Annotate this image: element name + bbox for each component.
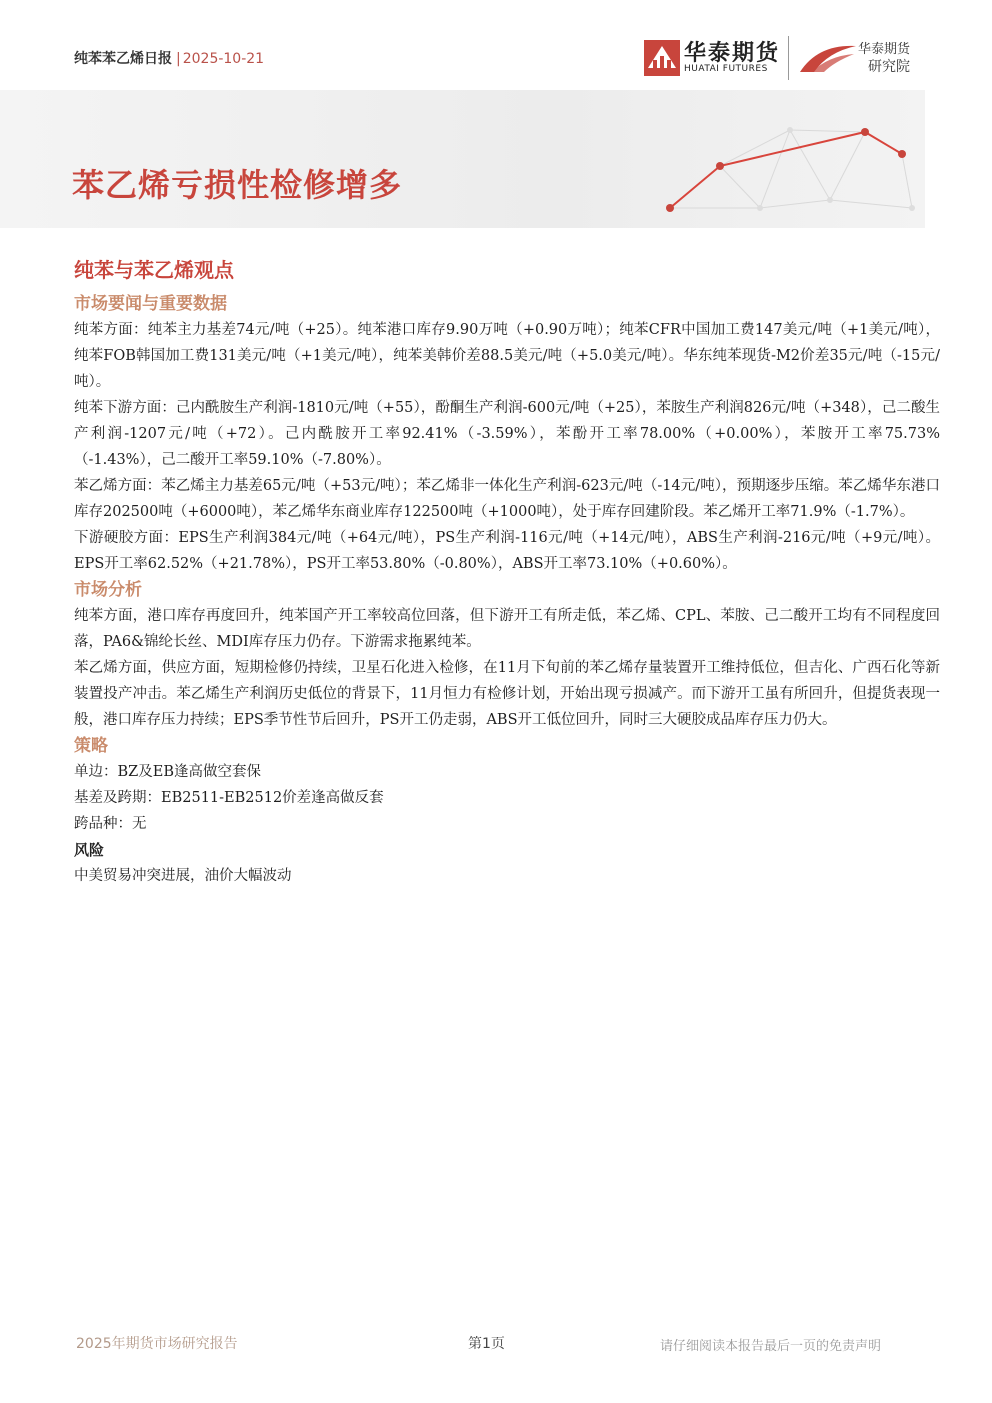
strategy-heading: 策略	[74, 736, 108, 756]
footer-report-name: 2025年期货市场研究报告	[76, 1336, 238, 1352]
institute-name-line2: 研究院	[868, 59, 910, 75]
report-tag	[74, 48, 264, 68]
disclaimer-note: 请仔细阅读本报告最后一页的免责声明	[660, 1339, 882, 1354]
market-news-paragraph: 纯苯方面：纯苯主力基差74元/吨（+25）。纯苯港口库存9.90万吨（+0.90万吨）；纯苯CFR中国加工费147美元/吨（+1美元/吨），纯苯FOB韩国加工费131美元/吨（+1美元/吨），纯苯美韩价差88.5美元/吨（+5.0美元/吨）。华东纯苯现货-M2价差35元/吨（-15元/吨）。	[74, 322, 940, 390]
strategy-line: 跨品种：无	[74, 816, 147, 832]
risk-heading: 风险	[74, 841, 105, 859]
report-body	[74, 255, 940, 889]
market-news-paragraph: 下游硬胶方面：EPS生产利润384元/吨（+64元/吨），PS生产利润-116元/吨（+14元/吨），ABS生产利润-216元/吨（+9元/吨）。EPS开工率62.52%（+21.78%），PS开工率53.80%（-0.80%），ABS开工率73.10%（+0.60%）。	[74, 530, 940, 572]
network-decoration-icon	[640, 90, 925, 228]
page-title: 苯乙烯亏损性检修增多	[72, 166, 403, 204]
market-news-paragraph: 苯乙烯方面：苯乙烯主力基差65元/吨（+53元/吨）；苯乙烯非一体化生产利润-623元/吨（-14元/吨），预期逐步压缩。苯乙烯华东港口库存202500吨（+6000吨），苯乙烯华东商业库存122500吨（+1000吨），处于库存回建阶段。苯乙烯开工率71.9%（-1.7%）。	[74, 478, 940, 520]
section-title: 纯苯与苯乙烯观点	[74, 258, 234, 282]
market-news-heading: 市场要闻与重要数据	[74, 294, 227, 314]
report-date: 2025-10-21	[182, 51, 265, 67]
logo-name-cn: 华泰期货	[684, 41, 781, 66]
report-name: 纯苯苯乙烯日报	[74, 51, 172, 67]
market-analysis-paragraph: 苯乙烯方面，供应方面，短期检修仍持续，卫星石化进入检修，在11月下旬前的苯乙烯存量装置开工维持低位，但吉化、广西石化等新装置投产冲击。苯乙烯生产利润历史低位的背景下，11月恒力有检修计划，开始出现亏损减产。而下游开工虽有所回升，但提货表现一般，港口库存压力持续；EPS季节性节后回升，PS开工仍走弱，ABS开工低位回升，同时三大硬胶成品库存压力仍大。	[74, 660, 940, 728]
page-header	[0, 0, 992, 90]
institute-name-line1: 华泰期货	[858, 42, 911, 57]
report-separator: |	[176, 51, 181, 67]
market-analysis-heading: 市场分析	[74, 580, 142, 600]
market-analysis-paragraph: 纯苯方面，港口库存再度回升，纯苯国产开工率较高位回落，但下游开工有所走低，苯乙烯、CPL、苯胺、己二酸开工均有不同程度回落，PA6&锦纶长丝、MDI库存压力仍存。下游需求拖累纯苯。	[74, 608, 940, 650]
logo-name-en: HUATAI FUTURES	[684, 64, 768, 74]
strategy-line: 单边：BZ及EB逢高做空套保	[74, 764, 261, 780]
market-news-paragraph: 纯苯下游方面：己内酰胺生产利润-1810元/吨（+55），酚酮生产利润-600元/吨（+25），苯胺生产利润826元/吨（+348），己二酸生产利润-1207元/吨（+72）。己内酰胺开工率92.41%（-3.59%），苯酚开工率78.00%（+0.00%），苯胺开工率75.73%（-1.43%），己二酸开工率59.10%（-7.80%）。	[74, 400, 940, 468]
risk-text: 中美贸易冲突进展，油价大幅波动	[74, 868, 292, 884]
strategy-line: 基差及跨期：EB2511-EB2512价差逢高做反套	[74, 790, 384, 806]
logo-divider	[788, 36, 789, 80]
page-number: 第1页	[468, 1336, 505, 1352]
